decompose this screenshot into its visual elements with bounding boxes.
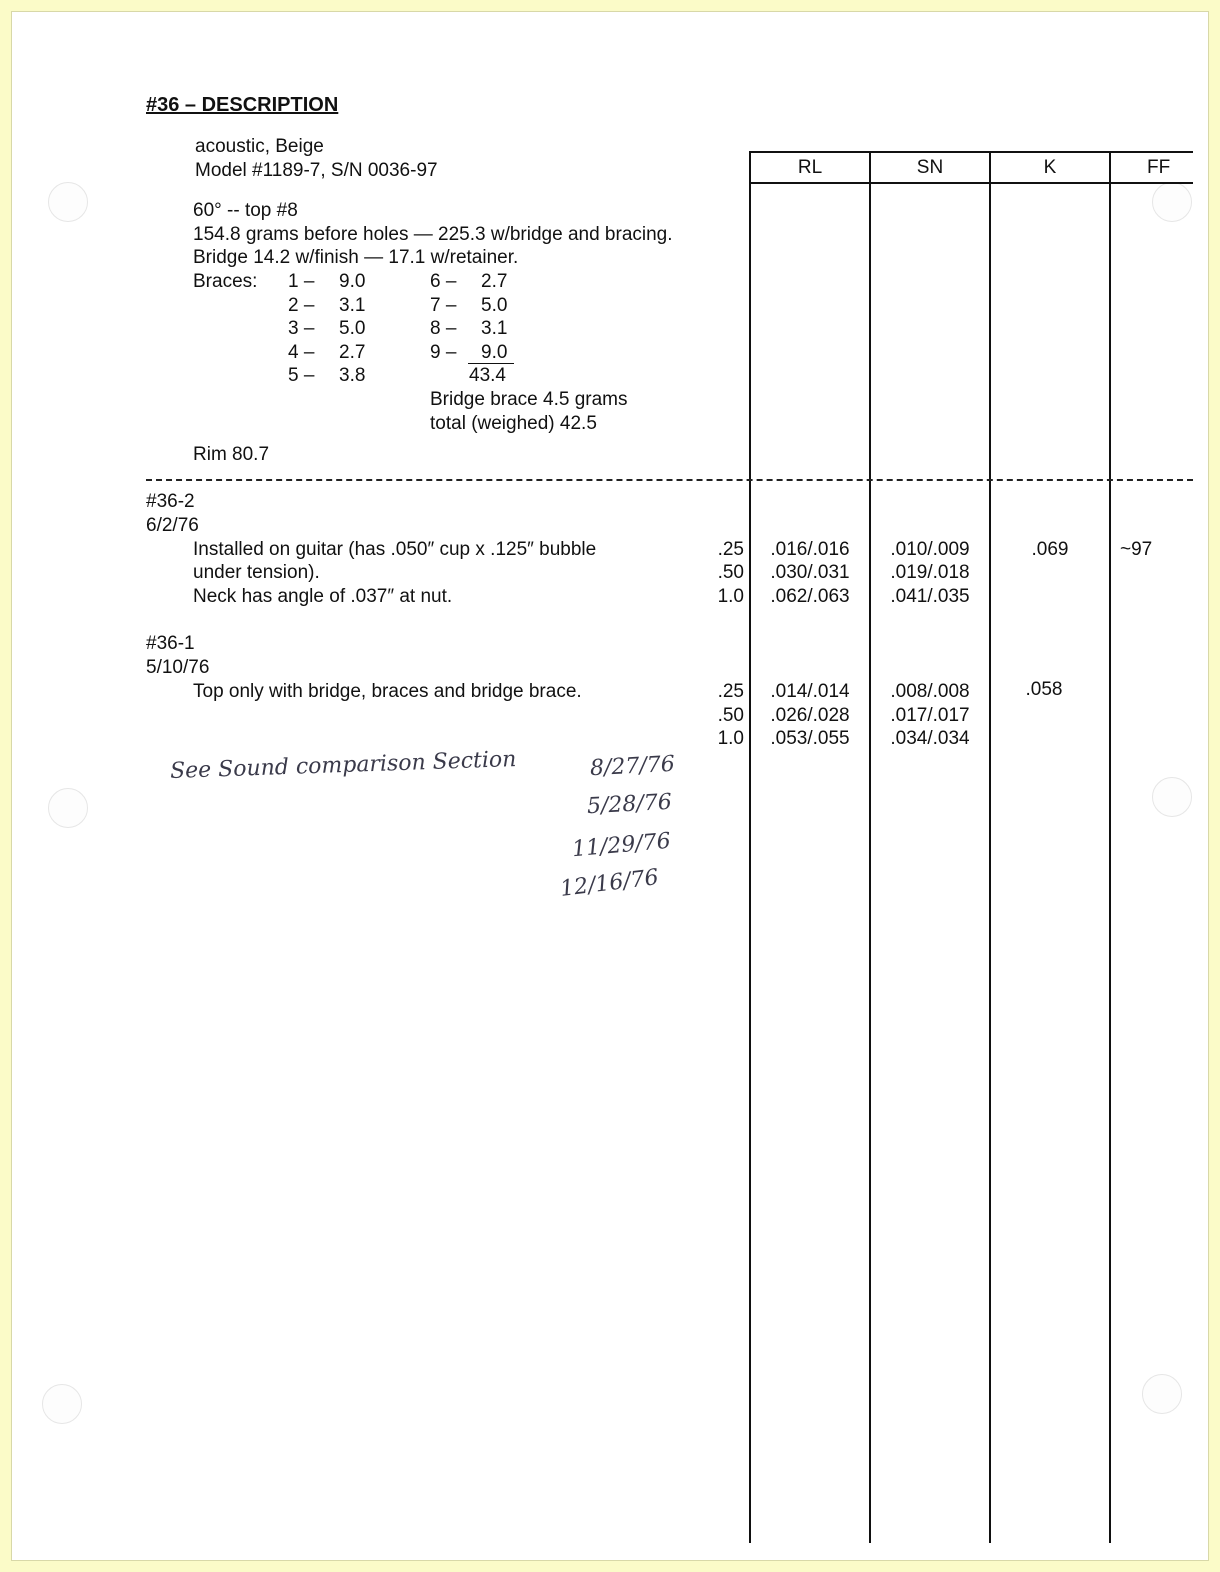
brace-number: 9 – bbox=[430, 342, 457, 363]
column-header-ff: FF bbox=[1147, 157, 1171, 178]
bridge-note: Bridge 14.2 w/finish — 17.1 w/retainer. bbox=[193, 247, 519, 268]
sn-value: .034/.034 bbox=[890, 728, 970, 749]
brace-weight: 9.0 bbox=[339, 271, 366, 292]
sn-value: .041/.035 bbox=[890, 586, 970, 607]
punch-hole bbox=[48, 788, 88, 828]
rl-value: .030/.031 bbox=[770, 562, 850, 583]
entry-note: Top only with bridge, braces and bridge brace. bbox=[193, 681, 582, 702]
column-rule bbox=[869, 151, 871, 1543]
entry-note: Neck has angle of .037″ at nut. bbox=[193, 586, 453, 607]
brace-number: 2 – bbox=[288, 295, 315, 316]
entry-date: 6/2/76 bbox=[146, 515, 199, 536]
sn-value: .010/.009 bbox=[890, 539, 970, 560]
column-rule bbox=[1109, 151, 1111, 1543]
entry-id: #36-2 bbox=[146, 491, 195, 512]
load-value: .50 bbox=[717, 705, 744, 726]
brace-number: 4 – bbox=[288, 342, 315, 363]
load-value: .25 bbox=[717, 681, 744, 702]
braces-label: Braces: bbox=[193, 271, 258, 292]
brace-weight: 2.7 bbox=[481, 271, 508, 292]
rl-value: .016/.016 bbox=[770, 539, 850, 560]
brace-number: 1 – bbox=[288, 271, 315, 292]
column-rule bbox=[749, 151, 751, 1543]
k-value: .058 bbox=[1025, 679, 1063, 700]
entry-note: Installed on guitar (has .050″ cup x .125″ bubble bbox=[193, 539, 597, 560]
rim-weight: Rim 80.7 bbox=[193, 444, 270, 465]
punch-hole bbox=[1152, 182, 1192, 222]
description-type: acoustic, Beige bbox=[195, 136, 324, 157]
entry-id: #36-1 bbox=[146, 633, 195, 654]
total-weighed: total (weighed) 42.5 bbox=[430, 413, 597, 434]
load-value: .50 bbox=[717, 562, 744, 583]
rl-value: .026/.028 bbox=[770, 705, 850, 726]
brace-number: 8 – bbox=[430, 318, 457, 339]
load-value: 1.0 bbox=[717, 586, 744, 607]
document-page bbox=[11, 11, 1209, 1561]
sn-value: .019/.018 bbox=[890, 562, 970, 583]
column-header-k: K bbox=[1043, 157, 1057, 178]
sum-rule bbox=[468, 363, 514, 364]
table-top-rule bbox=[749, 151, 1193, 153]
punch-hole bbox=[48, 182, 88, 222]
punch-hole bbox=[1142, 1374, 1182, 1414]
handwritten-date: 5/28/76 bbox=[586, 789, 673, 820]
brace-weight: 2.7 bbox=[339, 342, 366, 363]
top-angle: 60° -- top #8 bbox=[193, 200, 298, 221]
brace-weight: 3.8 bbox=[339, 365, 366, 386]
brace-number: 6 – bbox=[430, 271, 457, 292]
brace-weight: 9.0 bbox=[481, 342, 508, 363]
rl-value: .014/.014 bbox=[770, 681, 850, 702]
brace-number: 5 – bbox=[288, 365, 315, 386]
ff-value: ~97 bbox=[1120, 539, 1153, 560]
bridge-brace-weight: Bridge brace 4.5 grams bbox=[430, 389, 628, 410]
handwritten-date: 8/27/76 bbox=[589, 751, 676, 782]
punch-hole bbox=[42, 1384, 82, 1424]
column-header-rl: RL bbox=[797, 157, 823, 178]
handwritten-date: 12/16/76 bbox=[558, 865, 660, 902]
k-value: .069 bbox=[1031, 539, 1069, 560]
punch-hole bbox=[1152, 777, 1192, 817]
model-number: Model #1189-7, S/N 0036-97 bbox=[195, 160, 438, 181]
rl-value: .053/.055 bbox=[770, 728, 850, 749]
brace-number: 3 – bbox=[288, 318, 315, 339]
table-header-rule bbox=[749, 182, 1193, 184]
entry-date: 5/10/76 bbox=[146, 657, 210, 678]
handwritten-date: 11/29/76 bbox=[571, 828, 672, 863]
section-divider bbox=[146, 479, 1193, 481]
braces-total: 43.4 bbox=[469, 365, 506, 386]
load-value: .25 bbox=[717, 539, 744, 560]
entry-note: under tension). bbox=[193, 562, 320, 583]
brace-weight: 3.1 bbox=[481, 318, 508, 339]
weight-note: 154.8 grams before holes — 225.3 w/bridge and bracing. bbox=[193, 224, 673, 245]
sn-value: .008/.008 bbox=[890, 681, 970, 702]
brace-weight: 3.1 bbox=[339, 295, 366, 316]
handwritten-note: See Sound comparison Section bbox=[169, 746, 517, 785]
column-header-sn: SN bbox=[916, 157, 944, 178]
rl-value: .062/.063 bbox=[770, 586, 850, 607]
load-value: 1.0 bbox=[717, 728, 744, 749]
brace-weight: 5.0 bbox=[481, 295, 508, 316]
column-rule bbox=[989, 151, 991, 1543]
brace-weight: 5.0 bbox=[339, 318, 366, 339]
page-title: #36 – DESCRIPTION bbox=[146, 94, 339, 116]
brace-number: 7 – bbox=[430, 295, 457, 316]
sn-value: .017/.017 bbox=[890, 705, 970, 726]
